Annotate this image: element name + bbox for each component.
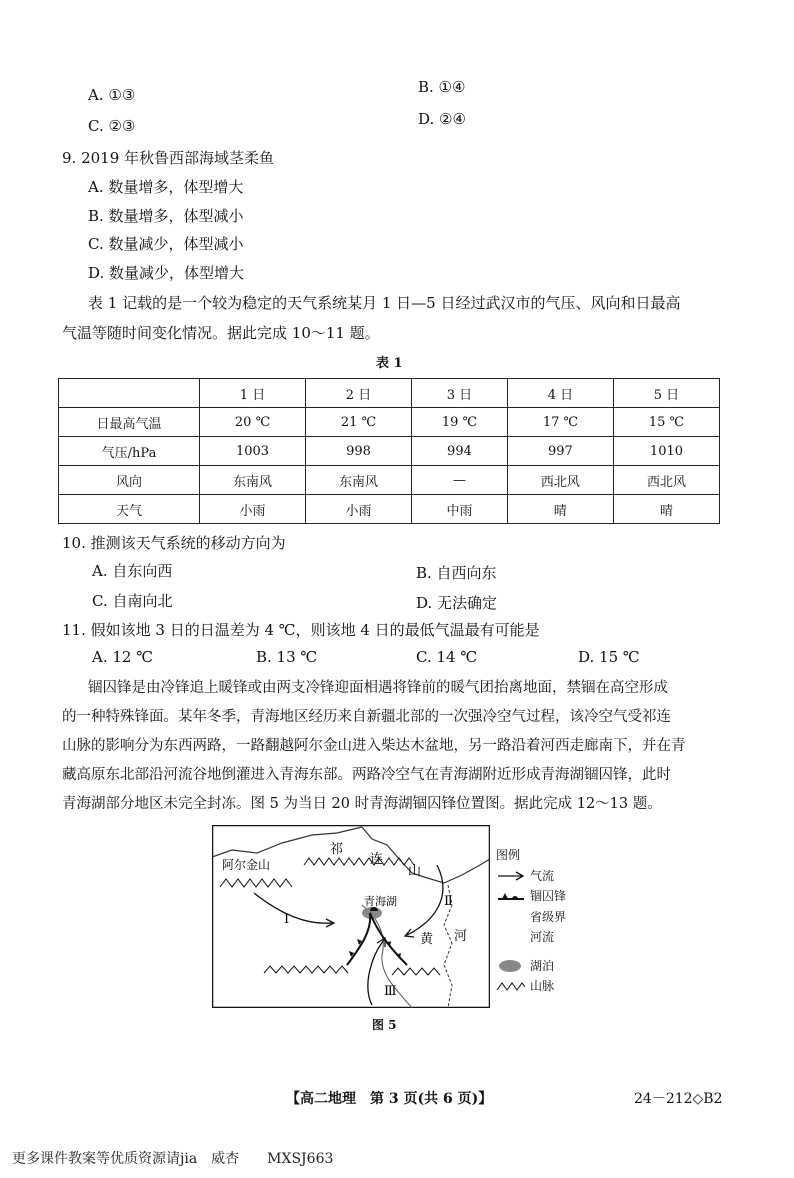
airflow-icon [496,871,526,881]
q10-option-d: D. 无法确定 [416,594,498,612]
legend-boundary-label: 省级界 [530,909,567,924]
qilian-mountains [304,858,414,865]
table-cell: 1010 [613,437,719,466]
legend-title: 图例 [496,848,521,863]
map-label-lake: 青海湖 [364,895,397,908]
table-header-cell: 4 日 [507,379,613,408]
table-row [59,495,720,524]
q8-option-c: C. ②③ [88,117,136,135]
table-cell: 日最高气温 [59,408,200,437]
map-label-region-1: Ⅰ [284,912,290,927]
q11-stem: 11. 假如该地 3 日的日温差为 4 ℃，则该地 4 日的最低气温最有可能是 [62,621,540,639]
q9-option-d: D. 数量减少，体型增大 [88,264,245,282]
intro-12-13-line3: 山脉的影响分为东西两路，一路翻越阿尔金山进入柴达木盆地，另一路沿着河西走廊南下，并在青 [62,738,686,754]
table-cell: 西北风 [507,466,613,495]
legend-boundary [496,907,566,928]
intro-12-13-line1: 锢囚锋是由冷锋追上暖锋或由两支冷锋迎面相遇将锋前的暖气团抬离地面，禁锢在高空形成 [88,680,668,696]
occluded-front-icon [496,891,526,901]
q11-option-c: C. 14 ℃ [416,648,478,666]
weather-table [58,378,720,524]
legend-occluded-label: 锢囚锋 [530,889,567,904]
map-label-region-2: Ⅱ [444,894,453,909]
table-cell: 气压/hPa [59,437,200,466]
table-cell: 19 ℃ [412,408,508,437]
table-cell: 15 ℃ [613,408,719,437]
legend-river [496,927,566,948]
q9-option-b: B. 数量增多，体型减小 [88,207,244,225]
q11-option-a: A. 12 ℃ [92,648,154,666]
intro-10-11-line2: 气温等随时间变化情况。据此完成 10～11 题。 [62,324,380,342]
airflow-arrow [254,893,332,923]
legend-airflow-label: 气流 [530,868,555,883]
table-header-cell: 3 日 [412,379,508,408]
q10-stem: 10. 推测该天气系统的移动方向为 [62,534,286,552]
table-cell: 17 ℃ [507,408,613,437]
intro-12-13-line5: 青海湖部分地区未完全封冻。图 5 为当日 20 时青海湖锢囚锋位置图。据此完成 12～13 题。 [62,796,662,812]
page-footer: 【高二地理 第 3 页(共 6 页)】 [286,1091,493,1107]
map-label-lian: 连 [370,852,384,867]
table-cell: 东南风 [306,466,412,495]
table-header-row [59,379,720,408]
intro-12-13-line2: 的一种特殊锋面。某年冬季，青海地区经历来自新疆北部的一次强冷空气过程，该冷空气受祁连 [62,709,671,725]
lake-icon [496,959,526,973]
map-label-region-3: Ⅲ [384,984,397,999]
table-cell: 东南风 [200,466,306,495]
legend-river-label: 河流 [530,930,555,945]
table-cell: 中雨 [412,495,508,524]
table-caption: 表 1 [376,356,403,371]
table-row [59,466,720,495]
q9-option-c: C. 数量减少，体型减小 [88,235,244,253]
table-cell: 997 [507,437,613,466]
legend-lake-label: 湖泊 [530,958,555,973]
legend-airflow [496,866,566,887]
altun-mountains [220,879,292,887]
table-cell: 西北风 [613,466,719,495]
q10-option-c: C. 自南向北 [92,592,173,610]
legend-occluded [496,886,566,907]
table-cell: 1003 [200,437,306,466]
legend-mountain [496,976,566,997]
map-label-huang: 黄 [420,932,434,947]
southern-mountains [264,966,348,973]
table-cell: 小雨 [200,495,306,524]
table-header-cell: 5 日 [613,379,719,408]
q8-option-b: B. ①④ [418,78,466,96]
occluded-front-map [212,825,490,1008]
q10-option-a: A. 自东向西 [92,562,173,580]
map-label-shan: 山 [408,864,422,879]
table-cell: 小雨 [306,495,412,524]
table-cell: 晴 [613,495,719,524]
watermark: 更多课件教案等优质资源请jia 威杏 MXSJ663 [12,1151,334,1167]
mountain-icon [496,980,526,992]
q8-option-a: A. ①③ [88,86,136,104]
table-header-cell: 1 日 [200,379,306,408]
table-header-cell: 2 日 [306,379,412,408]
legend-lake [496,956,566,977]
intro-10-11-line1: 表 1 记载的是一个较为稳定的天气系统某月 1 日—5 日经过武汉市的气压、风向和日最高 [88,294,681,312]
table-cell: — [412,466,508,495]
q8-option-d: D. ②④ [418,110,466,128]
provincial-boundary [212,827,490,883]
figure-caption: 图 5 [372,1018,397,1032]
map-label-altun: 阿尔金山 [222,858,271,872]
q10-option-b: B. 自西向东 [416,564,497,582]
table-header-cell [59,379,200,408]
table-row [59,437,720,466]
page-code: 24－212◇B2 [634,1091,723,1107]
table-cell: 998 [306,437,412,466]
map-label-he: 河 [454,929,468,944]
q11-option-b: B. 13 ℃ [256,648,318,666]
legend-mountain-label: 山脉 [530,979,555,994]
q9-option-a: A. 数量增多，体型增大 [88,178,244,196]
intro-12-13-line4: 藏高原东北部沿河流谷地倒灌进入青海东部。两路冷空气在青海湖附近形成青海湖锢囚锋，此时 [62,767,671,783]
table-cell: 风向 [59,466,200,495]
map-label-qi: 祁 [330,842,344,857]
q9-stem: 9. 2019 年秋鲁西部海域茎柔鱼 [62,149,275,167]
table-row [59,408,720,437]
table-cell: 994 [412,437,508,466]
airflow-arrow [368,940,384,1005]
southern-mountains [392,968,440,975]
q11-option-d: D. 15 ℃ [578,648,640,666]
table-cell: 晴 [507,495,613,524]
occluded-front [347,913,407,965]
table-cell: 天气 [59,495,200,524]
table-cell: 21 ℃ [306,408,412,437]
map-legend [496,845,566,997]
table-cell: 20 ℃ [200,408,306,437]
